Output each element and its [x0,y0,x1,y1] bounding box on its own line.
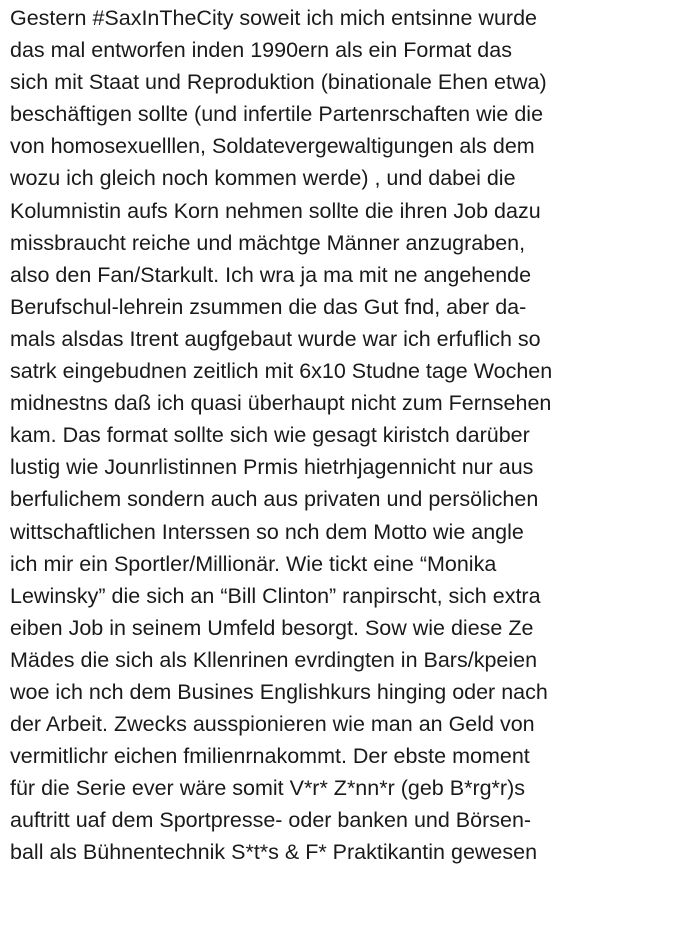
text-line: wittschaftlichen Interssen so nch dem Motto wie angle [10,519,524,544]
body-text [10,2,682,869]
text-line: kam. Das format sollte sich wie gesagt kiristch darüber [10,423,530,448]
text-line: wozu ich gleich noch kommen werde) , und dabei die [10,166,516,191]
text-line: lustig wie Jounrlistinnen Prmis hietrhjagennicht nur aus [10,455,534,480]
text-line: von homosexuelllen, Soldatevergewaltigungen als dem [10,134,535,159]
text-line: eiben Job in seinem Umfeld besorgt. Sow wie diese Ze [10,615,534,640]
text-line: berfulichem sondern auch aus privaten und persölichen [10,487,539,512]
text-line: Gestern #SaxInTheCity soweit ich mich entsinne wurde [10,6,537,30]
text-line: missbraucht reiche und mächtge Männer anzugraben, [10,230,526,255]
text-line: beschäftigen sollte (und infertile Partenrschaften wie die [10,102,544,127]
text-line: Mädes die sich als Kllenrinen evrdingten in Bars/kpeien [10,647,538,672]
text-line: also den Fan/Starkult. Ich wra ja ma mit ne angehende [10,262,532,287]
text-line: Kolumnistin aufs Korn nehmen sollte die ihren Job dazu [10,198,541,223]
text-line: Berufschul-lehrein zsummen die das Gut fnd, aber da- [10,294,527,319]
text-line: mals alsdas Itrent augfgebaut wurde war ich erfuflich so [10,326,541,351]
text-line: sich mit Staat und Reproduktion (binationale Ehen etwa) [10,70,547,95]
text-line: ball als Bühnentechnik S*t*s & F* Praktikantin gewesen [10,840,538,865]
text-line: satrk eingebudnen zeitlich mit 6x10 Studne tage Wochen [10,359,553,384]
text-line: der Arbeit. Zwecks ausspionieren wie man an Geld von [10,712,535,737]
text-line: für die Serie ever wäre somit V*r* Z*nn*r (geb B*rg*r)s [10,776,525,801]
text-line: midnestns daß ich quasi überhaupt nicht zum Fernsehen [10,391,552,416]
text-line: Lewinsky” die sich an “Bill Clinton” ranpirscht, sich extra [10,583,541,608]
text-line: woe ich nch dem Busines Englishkurs hinging oder nach [10,679,548,704]
text-line: auftritt uaf dem Sportpresse- oder banken und Börsen- [10,808,532,833]
text-line: ich mir ein Sportler/Millionär. Wie tickt eine “Monika [10,551,497,576]
text-line: vermitlichr eichen fmilienrnakommt. Der ebste moment [10,744,530,769]
text-line: das mal entworfen inden 1990ern als ein Format das [10,38,512,63]
